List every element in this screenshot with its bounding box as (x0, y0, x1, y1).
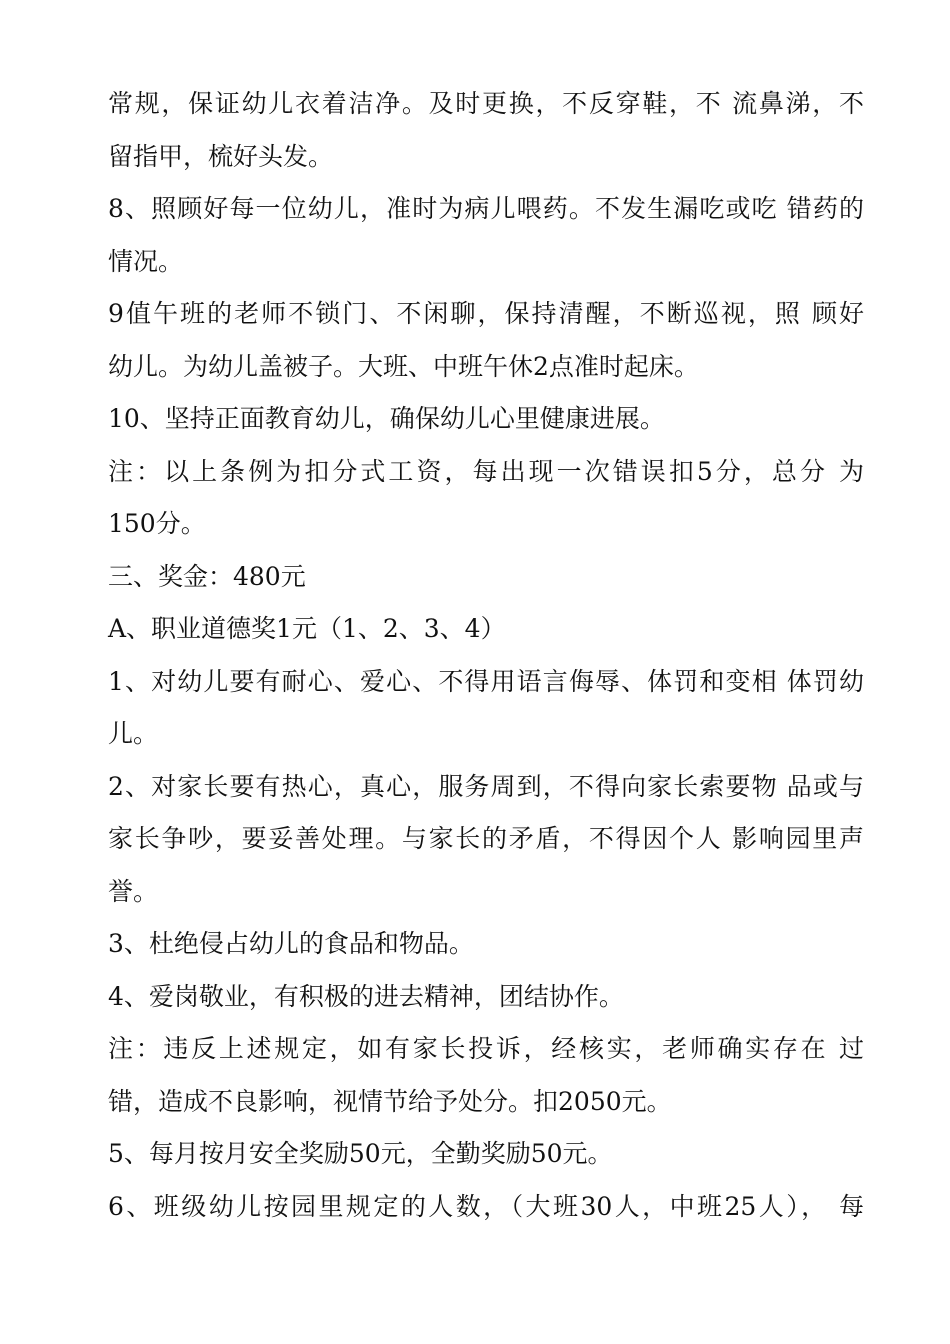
text-line: 3、杜绝侵占幼儿的食品和物品。 (108, 929, 474, 958)
text-line: 6、班级幼儿按园里规定的人数，（大班30人，中班25人）， 每 (108, 1191, 864, 1221)
text-line: 8、照顾好每一位幼儿，准时为病儿喂药。不发生漏吃或吃 错药的 (108, 194, 864, 223)
text-line: 幼儿。为幼儿盖被子。大班、中班午休2点准时起床。 (108, 351, 699, 381)
text-line: 150分。 (108, 509, 206, 538)
text-line: 家长争吵，要妥善处理。与家长的矛盾，不得因个人 影响园里声 (108, 824, 864, 853)
text-line: 注：以上条例为扣分式工资，每出现一次错误扣5分，总分 为 (108, 456, 864, 486)
section-heading: 三、奖金：480元 (108, 561, 306, 591)
text-line: 注：违反上述规定，如有家长投诉，经核实，老师确实存在 过 (108, 1034, 864, 1063)
text-line: 情况。 (108, 246, 184, 276)
text-line: 10、坚持正面教育幼儿，确保幼儿心里健康进展。 (108, 404, 665, 433)
text-line: 1、对幼儿要有耐心、爱心、不得用语言侮辱、体罚和变相 体罚幼 (108, 666, 864, 696)
subsection-heading: A、职业道德奖1元（1、2、3、4） (108, 614, 506, 643)
text-line: 儿。 (108, 719, 159, 748)
text-line: 错，造成不良影响，视情节给予处分。扣2050元。 (108, 1086, 672, 1116)
text-line: 2、对家长要有热心，真心，服务周到，不得向家长索要物 品或与 (108, 771, 864, 801)
text-line: 誉。 (108, 876, 159, 906)
text-line: 4、爱岗敬业，有积极的进去精神，团结协作。 (108, 981, 624, 1011)
text-line: 留指甲，梳好头发。 (108, 141, 334, 171)
text-line: 常规，保证幼儿衣着洁净。及时更换，不反穿鞋，不 流鼻涕，不 (108, 89, 864, 118)
text-line: 9值午班的老师不锁门、不闲聊，保持清醒，不断巡视，照 顾好 (108, 299, 864, 328)
document-body (108, 78, 864, 1233)
text-line: 5、每月按月安全奖励50元，全勤奖励50元。 (108, 1139, 613, 1168)
